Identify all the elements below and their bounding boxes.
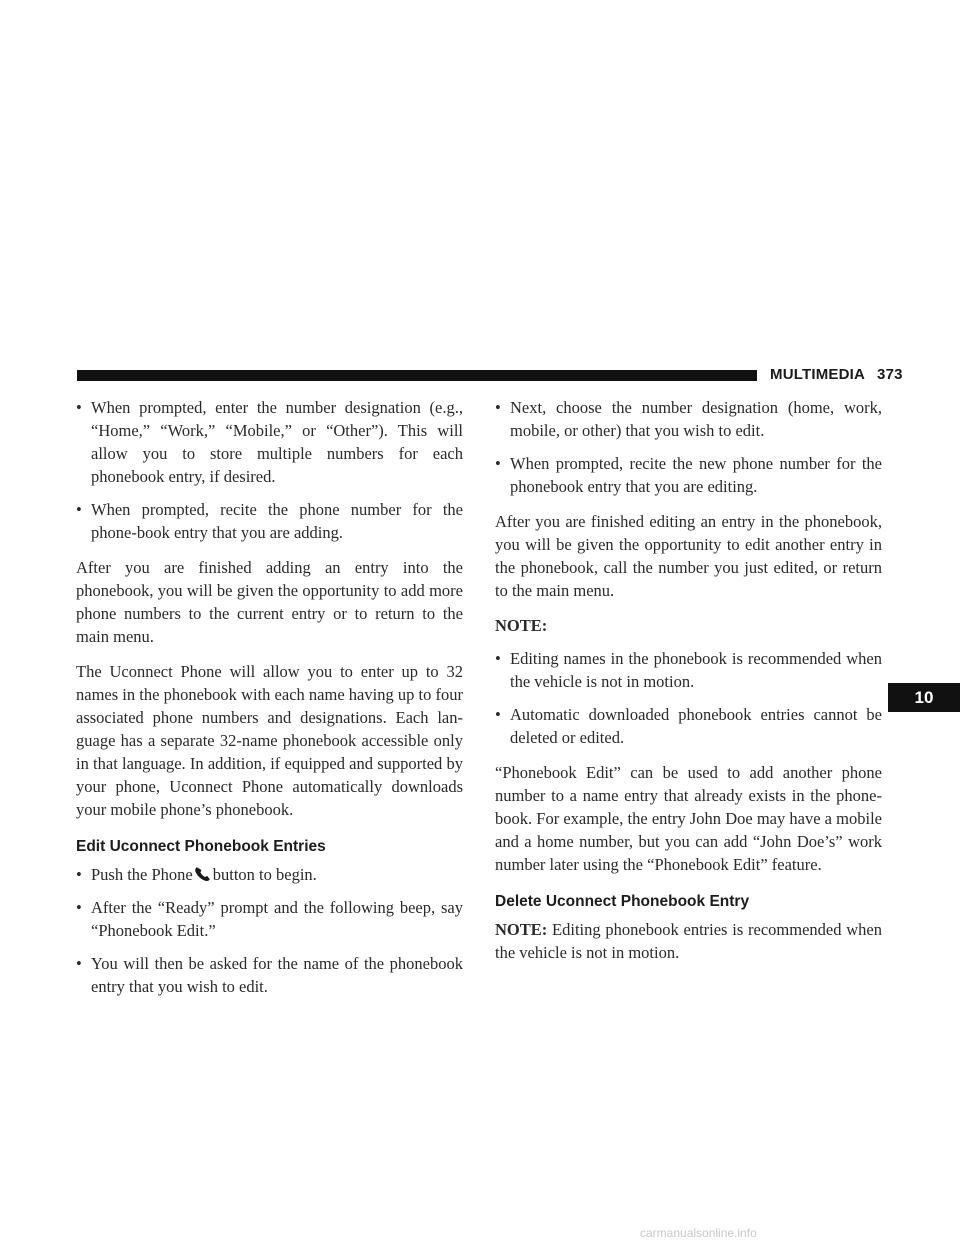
right-column	[495, 396, 882, 964]
bullet-icon: •	[76, 898, 82, 917]
note-text: Editing phonebook entries is recommended when the vehicle is not in motion.	[495, 920, 883, 962]
bullet-icon: •	[76, 500, 82, 519]
bullet-icon: •	[76, 954, 82, 973]
list-item	[495, 396, 882, 442]
bullet-icon: •	[495, 649, 501, 668]
push-text-before: Push the Phone	[91, 865, 193, 884]
bullet-text: You will then be asked for the name of the phonebook entry that you wish to edit.	[91, 954, 463, 996]
bullet-icon: •	[495, 705, 501, 724]
bullet-icon: •	[76, 398, 82, 417]
section-heading: Delete Uconnect Phonebook Entry	[495, 893, 750, 910]
bullet-icon: •	[495, 454, 501, 473]
list-item	[76, 952, 463, 998]
list-item	[76, 863, 463, 886]
body-paragraph: “Phonebook Edit” can be used to add another phone number to a name entry that already exists in the phone-book. For example, the entry John Doe may have a mobile and a home number, but you can add “John Doe’s” work number later using the “Phonebook Edit” feature.	[495, 763, 882, 874]
push-text-after: button to begin.	[212, 865, 317, 884]
list-item	[76, 896, 463, 942]
note-label: NOTE:	[495, 616, 548, 635]
chapter-tab: 10	[888, 683, 960, 712]
list-item	[495, 452, 882, 498]
page-number: 373	[877, 366, 903, 383]
section-title: MULTIMEDIA	[770, 366, 866, 383]
bullet-text	[91, 863, 463, 886]
bullet-text: When prompted, recite the phone number for the phone-book entry that you are adding.	[91, 500, 463, 542]
final-note	[495, 918, 882, 964]
header-rule	[77, 370, 757, 381]
left-column	[76, 396, 463, 998]
bullet-icon: •	[76, 865, 82, 884]
bullet-text: After the “Ready” prompt and the following beep, say “Phonebook Edit.”	[91, 898, 463, 940]
phone-handset-icon	[194, 866, 212, 882]
bullet-text: Editing names in the phonebook is recommended when the vehicle is not in motion.	[510, 649, 882, 691]
bullet-text: When prompted, enter the number designation (e.g., “Home,” “Work,” “Mobile,” or “Other”). This will allow you to store multiple numbers for each phonebook entry, if desired.	[91, 398, 463, 486]
list-item	[76, 396, 463, 488]
bullet-text: Next, choose the number designation (home, work, mobile, or other) that you wish to edit.	[510, 398, 882, 440]
note-label: NOTE:	[495, 920, 548, 939]
bullet-text: Automatic downloaded phonebook entries cannot be deleted or edited.	[510, 705, 882, 747]
list-item	[495, 703, 882, 749]
body-paragraph: The Uconnect Phone will allow you to enter up to 32 names in the phonebook with each name having up to four associated phone numbers and designations. Each lan-guage has a separate 32-name phonebook accessible only in that language. In addition, if equipped and supported by your phone, Uconnect Phone automatically downloads your mobile phone’s phonebook.	[76, 662, 463, 819]
bullet-icon: •	[495, 398, 501, 417]
running-header	[770, 366, 903, 383]
list-item	[495, 647, 882, 693]
section-heading: Edit Uconnect Phonebook Entries	[76, 838, 326, 855]
body-paragraph: After you are finished editing an entry in the phonebook, you will be given the opportunity to edit another entry in the phonebook, call the number you just edited, or return to the main menu.	[495, 512, 882, 600]
list-item	[76, 498, 463, 544]
body-paragraph: After you are finished adding an entry into the phonebook, you will be given the opportunity to add more phone numbers to the current entry or to return to the main menu.	[76, 558, 463, 646]
watermark: carmanualsonline.info	[640, 1226, 757, 1240]
bullet-text: When prompted, recite the new phone number for the phonebook entry that you are editing.	[510, 454, 882, 496]
